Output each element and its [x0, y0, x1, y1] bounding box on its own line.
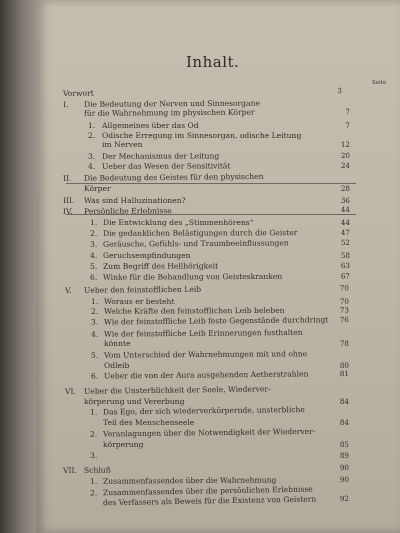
toc-entry-title: Ueber die von der Aura ausgehenden Aetherstrahlen	[103, 369, 309, 381]
toc-row	[0, 151, 400, 161]
toc-entry-title: Persönliche Erlebnisse	[83, 206, 172, 216]
toc-number: 6.	[89, 272, 98, 282]
toc-row	[0, 184, 400, 193]
toc-page-number: 44	[340, 204, 351, 215]
toc-number: 2.	[90, 306, 99, 316]
toc-page-number: 89	[339, 451, 349, 460]
toc-page-number: 80	[339, 361, 349, 370]
toc-number: 3.	[90, 451, 98, 460]
toc-row	[0, 131, 400, 140]
toc-row	[0, 161, 400, 171]
toc-page-number: 78	[339, 339, 349, 348]
toc-entry-title: Geräusche, Gefühls- und Traumbeeinflussungen	[102, 238, 289, 249]
toc-row	[0, 121, 400, 130]
toc-page-number: 70	[339, 283, 350, 293]
toc-page-number: 90	[339, 462, 350, 473]
toc-entry-title: Winke für die Behandlung von Geisteskranken	[102, 271, 283, 282]
toc-number: 2.	[89, 228, 98, 238]
toc-number: 1.	[90, 218, 98, 227]
toc-row	[0, 140, 400, 149]
toc-entry-title: Odische Erregung im Sinnesorgan, odische Leitung	[102, 131, 302, 140]
page-title: Inhalt.	[186, 53, 240, 71]
toc-number: 4.	[90, 329, 99, 339]
toc-row	[0, 196, 400, 205]
toc-page-number: 3	[337, 86, 343, 96]
toc-row	[0, 440, 400, 449]
toc-page-number: 52	[340, 237, 351, 248]
toc-entry-title: Ueber die Unsterblichkeit der Seele, Wiederver-	[83, 384, 271, 396]
toc-entry-title: Teil des Menschenseele	[103, 418, 195, 427]
toc-entry-title: Veranlagungen über die Notwendigkeit der Wiederver-	[102, 426, 316, 439]
toc-row	[0, 218, 400, 227]
toc-entry-title: körperung	[103, 440, 144, 449]
toc-number: 6.	[90, 371, 99, 381]
toc-page-number: 20	[340, 150, 351, 161]
toc-page-number: 44	[340, 218, 350, 227]
toc-entry-title: körperung und Vererbung	[84, 397, 185, 406]
toc-entry-title: Körper	[84, 184, 111, 193]
toc-number: I.	[62, 99, 69, 109]
toc-number: IV.	[62, 206, 73, 216]
toc-entry-title: Wie der feinstoffliche Leib Erinnerungen festhalten	[103, 327, 303, 339]
toc-entry-title: im Nerven	[102, 140, 143, 149]
toc-page-number: 76	[339, 314, 350, 325]
toc-number: 4.	[87, 161, 96, 171]
toc-page-number: 81	[339, 368, 350, 379]
toc-entry-title: Ueber den feinstofflichen Leib	[83, 284, 202, 295]
toc-page-number: 84	[339, 397, 349, 406]
page-column-header: Seite	[372, 80, 387, 86]
toc-entry-title: Odleib	[104, 361, 130, 370]
toc-entry-title: Die Bedeutung des Geistes für den physischen	[83, 171, 264, 183]
toc-entry-title: Ueber das Wesen der Sensitivität	[101, 161, 231, 171]
toc-entry-title: Zusammenfassendes über die Wahrnehmung	[102, 475, 277, 486]
toc-number: II.	[62, 173, 72, 183]
toc-entry-title: Schluß	[83, 465, 111, 475]
toc-entry-title: Vom Unterschied der Wahrnehmungen mit und ohne	[103, 349, 308, 360]
toc-entry-title: Was sind Halluzinationen?	[84, 196, 186, 205]
toc-row	[0, 261, 400, 271]
toc-page-number: 28	[340, 184, 350, 193]
toc-entry-title: Welche Kräfte den feinstofflichen Leib beleben	[103, 305, 285, 316]
toc-page-number: 7	[345, 106, 351, 117]
toc-number: 2.	[89, 488, 98, 498]
toc-page-number: 63	[340, 260, 351, 271]
toc-number: 3.	[89, 239, 98, 249]
toc-number: V.	[64, 285, 72, 295]
toc-page-number: 90	[339, 474, 350, 485]
toc-page-number: 12	[340, 140, 350, 149]
toc-entry-title: Wie der feinstoffliche Leib feste Gegenstände durchdringt	[103, 315, 329, 327]
toc-row	[0, 228, 400, 238]
toc-entry-title: Der Mechanismus der Leitung	[101, 151, 220, 161]
toc-entry-title: Woraus er besteht	[104, 297, 175, 306]
toc-number: 3.	[90, 317, 99, 327]
toc-number: 5.	[89, 261, 98, 271]
toc-page-number: 70	[339, 297, 349, 306]
toc-entry-title: Zum Begriff des Hellhörigkeit	[102, 261, 219, 271]
toc-number: VII.	[62, 465, 77, 475]
toc-number: 1.	[89, 407, 98, 417]
toc-number: 5.	[90, 350, 99, 360]
toc-row	[0, 339, 400, 348]
toc-number: 2.	[89, 429, 98, 439]
toc-number: 1.	[89, 476, 98, 486]
toc-page-number: 73	[339, 305, 350, 315]
toc-row	[0, 451, 400, 460]
toc-number: III.	[63, 196, 75, 205]
toc-row	[0, 251, 400, 260]
toc-number: 1.	[91, 297, 99, 306]
toc-entry-title: Allgemeines über das Od	[102, 121, 199, 130]
toc-page-number: 58	[340, 251, 350, 260]
toc-entry-title: Vorwort	[62, 88, 94, 98]
toc-page-number: 85	[339, 440, 349, 449]
toc-page-number: 84	[339, 418, 349, 427]
toc-number: 1.	[88, 121, 96, 130]
toc-entry-title: könnte	[104, 339, 131, 348]
toc-number: 4.	[90, 251, 98, 260]
toc-page-number: 24	[340, 160, 351, 171]
toc-entry-title: Die Entwicklung des „Stimmenhörens“	[103, 218, 254, 227]
toc-number: VI.	[64, 386, 76, 396]
toc-page-number: 92	[339, 493, 350, 504]
toc-page-number: 36	[340, 196, 350, 205]
toc-entry-title: Die gedanklichen Belästigungen durch die Geister	[102, 228, 298, 238]
toc-page-number: 7	[345, 121, 350, 130]
toc-page-number: 47	[340, 227, 351, 238]
toc-entry-title: Das Ego, der sich wiederverkörpernde, unsterbliche	[102, 405, 305, 417]
toc-entry-title: Die Bedeutung der Nerven und Sinnesorgane	[83, 98, 260, 109]
toc-entry-title: für die Wahrnehmung im physischen Körper	[83, 107, 255, 118]
toc-entry-title: Zusammenfassendes über die persönlichen Erlebnisse	[102, 484, 313, 498]
toc-page-number: 67	[340, 271, 351, 281]
toc-entry-title: Geruchsempfindungen	[103, 251, 191, 260]
toc-entry-title: des Verfassers als Beweis für die Existenz von Geistern	[102, 494, 317, 508]
toc-number: 3.	[87, 151, 96, 161]
toc-number: 2.	[88, 131, 96, 140]
